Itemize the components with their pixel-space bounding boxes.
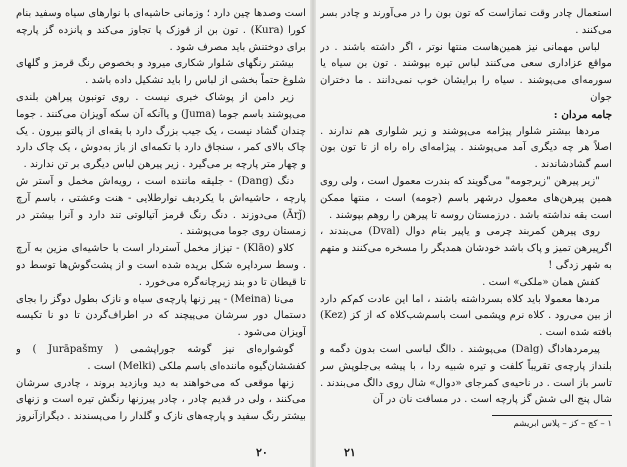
left-paragraph-1: است وصدها چین دارد ؛ وزمانی حاشیه‌ای با نوارهای سیاه وسفید بنام کورا (Kura) . تون بن از قوزک پا تجاوز می‌کند و پانزده گز پارچه برای دوختنش باید مصرف شود . [16, 8, 306, 53]
right-subheading: کفش همان «ملکی» است . [482, 276, 600, 288]
footnote: ۱ – کج – کز – پلاس ابریشم [513, 419, 612, 430]
left-paragraph-3: زیر دامن از پوشاک خبری نیست . روی تونبون پیراهن بلندی می‌پوشند باسم جوما (Juma) و یاآنکه آن سکه آویزان می‌کنند . جوما چندان گشاد نیست ، یک جیب بزرگ دارد با یقه‌ای از پالتو بیرون . یک چاک بالای کمر ، سنجاق دارد با تکمه‌ای از باز به‌دوش ، یک چاک دارد و چهار متر پارچه بر می‌گیرد . زیر پیرهن لباس دیگری بر تن ندارند . [16, 91, 306, 171]
right-paragraph-3: روی پیرهن کمربند چرمی و یاپیر بنام دوال (Dval) می‌بندند ، اگرپیرهن تمیز و پاک باشد خودشان همدیگر را مسخره می‌کنند و متهم به شهر زدگی ! [320, 226, 612, 271]
left-page [16, 6, 306, 461]
left-page-number: ۲۰ [256, 446, 268, 459]
right-paragraph-1: مردها بیشتر شلوار پیژامه می‌پوشند و زیر شلواری هم ندارند . اصلاً هر چه دیگری آمد می‌پوشند . پیژامه‌ای راه راه از تا تون بون اسم گشادشاندند . [320, 125, 612, 171]
book-spine [310, 0, 316, 467]
right-intro-1: استعمال چادر وقت نمازاست که تون بون را در می‌آورند و چادر بسر می‌کنند . [320, 8, 612, 36]
footnote-divider [492, 415, 612, 416]
right-page-number: ۲۱ [344, 446, 356, 459]
right-page [320, 6, 612, 461]
left-paragraph-6: می‌نا (Meina) - پیر زنها پارچه‌ی سیاه و نازک بطول دوگز را بجای دستمال دور سرشان می‌پیچند که در اطراف‌گردن تا دو نا تکیسه آویزان می‌شود . [16, 293, 306, 339]
left-paragraph-7: گوشواره‌ای نیز گوشه جوراپشمی ( Jurāpašmy ) و کفششان‌گیوه ماننده‌ای باسم ملکی (Melki) است . [16, 343, 306, 372]
right-paragraph-5: پیرمردهاداگ (Dalg) می‌پوشند . دالگ لباسی است بدون دگمه و بلنداز پارچه‌ی تقریباً کلفت و تیره شبیه ردا ، با پیشه بی‌جلوپش سر تاسر باز است . در ناحیه‌ی کمرجای «دوال» شال روی دالگ می‌بندند . شال پنج الی شش گز پارچه است . در مسافت نان در آن [320, 343, 612, 406]
right-paragraph-2: "زیر پیرهن "زیرجومه" می‌گویند که بندرت معمول است ، ولی روی همین پیرهن‌های معمول درشهر باسم (جومه) است ، منتها ممکن است بقه نداشته باشد . درزمستان روسه‌ تا پیرهن را روهم بپوشند . [320, 175, 612, 221]
left-paragraph-4: دنگ (Dang) - جلیقه ماننده است ، رویه‌اش مخمل و آستر ش پارچه ، حاشیه‌اش با یکردیف نوارطلایی - هنت وعشتی ، باسم آرچ (Ārǰ) می‌دوزند . دنگ رنگ قرمز آتیالوتی تند دارد و آنرا بیشتر در زمستان روی جوما می‌پوشند . [16, 175, 306, 238]
right-paragraph-4: مردها معمولا باید کلاه بسرداشته باشند ، اما این عادت کم‌کم دارد از بین می‌رود . کلاه نرم وپشمی است باسم‌شب‌کلاه که از کز (Kez) بافته شده است . [320, 293, 612, 339]
left-paragraph-5: کلاو (Klāo) - تیزاز مخمل آستردار است با حاشیه‌ای مزین به آرچ . وسط سرداپره شکل بریده شده است و از پشت‌گوش‌ها توسط دو تا قیطان تا دو بند زیرچانه‌گره می‌خورد . [16, 243, 306, 288]
right-intro-2: لباس مهمانی نیز همین‌هاست منتها نوتر ، اگر داشته باشند . در مواقع عزاداری سعی می‌کنند لباس تیره بپوشند . تون بن سیاه یا سورمه‌ای می‌پوشند . سیاه را برایشان خوب نمی‌دانند . ما دختران جوان [320, 41, 612, 103]
left-paragraph-2: بیشتر رنگهای شلوار شکاری میرود و بخصوص رنگ قرمز و گلهای شلوغ حتماً بخشی از لباس را باید تشکیل داده باشد . [16, 58, 306, 87]
left-paragraph-8: زنها موقعی که می‌خواهند به دید وبازدید بروند ، چادری سرشان می‌کنند ، ولی در قدیم چادر ، چادر پیرزنها رنگش تیره است و زنهای بیشتر رنگ سفید و پارچه‌های نازک و گلدار را می‌پسندند . دیگرازآنروز [16, 377, 306, 423]
section-heading: جامه مردان : [553, 108, 612, 121]
